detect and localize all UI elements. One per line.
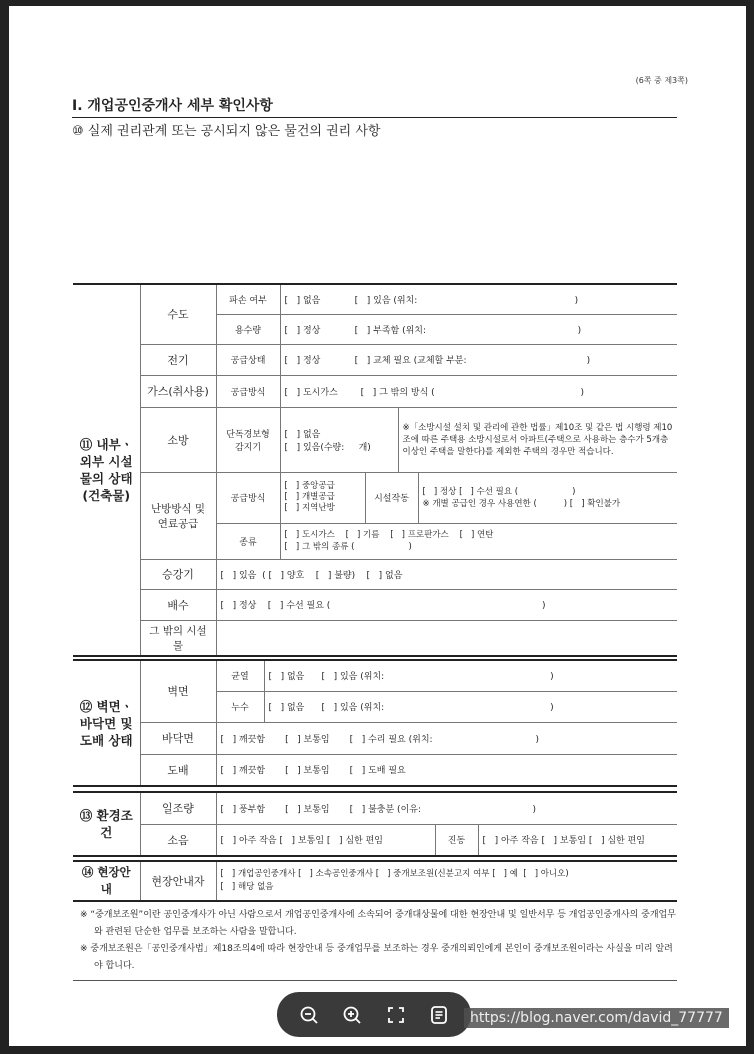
electric-supply-label: 공급상태 [216, 344, 280, 375]
heating-lifespan-note: ※ 개별 공급인 경우 사용연한 ( ) [ ] 확인불가 [422, 498, 621, 509]
fire-label: 소방 [140, 407, 216, 472]
heating-district: [ ] 지역난방 [284, 503, 335, 513]
guide-value [216, 861, 677, 901]
water-damage-label: 파손 여부 [216, 284, 280, 314]
heating-kind-other: [ ] 그 밖의 종류 ( ) [284, 542, 412, 552]
other-facility-value [216, 620, 677, 656]
zoom-in-button[interactable] [338, 1001, 366, 1029]
footnote-2: ※ 중개보조원은「공인중개사법」제18조의4에 따라 현장안내 등 중개업무를 보조하는 경우 중개의뢰인에게 본인이 중개보조원이라는 사실을 미리 알려야 합니다. [80, 944, 673, 971]
heating-supply-label: 공급방식 [216, 472, 280, 523]
heating-operation-value: [ ] 정상 [ ] 수선 필요 ( ) [422, 486, 576, 497]
water-quantity-value: [ ] 정상 [ ] 부족함 (위치: ) [280, 314, 677, 344]
wall-label: 벽면 [140, 660, 216, 722]
document-icon [429, 1005, 449, 1025]
leak-value: [ ] 없음 [ ] 있음 (위치: ) [264, 691, 677, 722]
heating-kind-value [280, 523, 677, 559]
crack-label: 균열 [216, 660, 264, 691]
water-label: 수도 [140, 284, 216, 344]
section13-heading: ⑬ 환경조건 [73, 792, 140, 856]
bottom-rule [73, 980, 677, 981]
water-quantity-label: 용수량 [216, 314, 280, 344]
fire-none: [ ] 없음 [284, 429, 321, 440]
section-subtitle: ⑩ 실제 권리관계 또는 공시되지 않은 물건의 권리 사항 [72, 124, 381, 139]
drain-value: [ ] 정상 [ ] 수선 필요 ( ) [216, 589, 677, 620]
footnote-1: ※ “중개보조원”이란 공인중개사가 아닌 사람으로서 개업공인중개사에 소속되어 중개대상물에 대한 현장안내 및 일반서무 등 개업공인중개사의 중개업무와 관련된 단순한 업무를 보조하는 사람을 말합니다. [80, 910, 676, 937]
heating-supply-value [280, 472, 677, 523]
water-damage-value: [ ] 없음 [ ] 있음 (위치: ) [280, 284, 677, 314]
vibration-value: [ ] 아주 작음 [ ] 보통임 [ ] 심한 편임 [478, 824, 677, 856]
fire-exists: [ ] 있음(수량: 개) [284, 442, 371, 453]
footnotes [80, 907, 678, 975]
heating-central: [ ] 중앙공급 [284, 481, 335, 491]
heating-kind-options: [ ] 도시가스 [ ] 기름 [ ] 프로판가스 [ ] 연탄 [284, 530, 494, 540]
wall-floor-table [73, 659, 677, 787]
page-number: (6쪽 중 제3쪽) [635, 76, 688, 85]
electric-value: [ ] 정상 [ ] 교체 필요 (교체할 부분: ) [280, 344, 677, 375]
heating-operation-label: 시설작동 [365, 473, 419, 523]
heating-individual: [ ] 개별공급 [284, 492, 335, 502]
sunlight-value: [ ] 풍부함 [ ] 보통임 [ ] 불충분 (이유: ) [216, 792, 677, 824]
drain-label: 배수 [140, 589, 216, 620]
blog-url-watermark: https://blog.naver.com/david_77777 [464, 1008, 729, 1028]
wallpaper-value: [ ] 깨끗함 [ ] 보통임 [ ] 도배 필요 [216, 754, 677, 786]
section14-heading: ⑭ 현장안내 [73, 861, 140, 901]
zoom-out-button[interactable] [295, 1001, 323, 1029]
zoom-out-icon [299, 1005, 319, 1025]
sunlight-label: 일조량 [140, 792, 216, 824]
floor-label: 바닥면 [140, 722, 216, 754]
crack-value: [ ] 없음 [ ] 있음 (위치: ) [264, 660, 677, 691]
gas-value: [ ] 도시가스 [ ] 그 밖의 방식 ( ) [280, 375, 677, 407]
vibration-label: 진동 [435, 824, 478, 856]
heating-kind-label: 종류 [216, 523, 280, 559]
zoom-in-icon [342, 1005, 362, 1025]
guide-label: 현장안내자 [140, 861, 216, 901]
gas-supply-label: 공급방식 [216, 375, 280, 407]
heating-label: 난방방식 및 연료공급 [140, 472, 216, 559]
leak-label: 누수 [216, 691, 264, 722]
section11-heading: ⑪ 내부ㆍ외부 시설물의 상태 (건축물) [73, 284, 140, 656]
elevator-label: 승강기 [140, 559, 216, 589]
fire-note: ※「소방시설 설치 및 관리에 관한 법률」제10조 및 같은 법 시행령 제10조에 따른 주택용 소방시설로서 아파트(주택으로 사용하는 층수가 5개층 이상인 주택을 말한다)를 제외한 주택의 경우만 적습니다. [398, 407, 677, 472]
viewer-toolbar [277, 992, 471, 1037]
elevator-value: [ ] 있음 ( [ ] 양호 [ ] 불량) [ ] 없음 [216, 559, 677, 589]
fullscreen-icon [386, 1005, 406, 1025]
section12-heading: ⑫ 벽면ㆍ바닥면 및 도배 상태 [73, 660, 140, 786]
noise-value: [ ] 아주 작음 [ ] 보통임 [ ] 심한 편임 [216, 824, 435, 856]
wallpaper-label: 도배 [140, 754, 216, 786]
site-guide-table [73, 860, 677, 902]
guide-none: [ ] 해당 없음 [220, 882, 274, 892]
section-title: Ⅰ. 개업공인중개사 세부 확인사항 [72, 95, 677, 118]
environment-table [73, 791, 677, 857]
fire-detector-label: 단독경보형 감지기 [216, 407, 280, 472]
noise-label: 소음 [140, 824, 216, 856]
fire-detector-value [280, 407, 398, 472]
floor-value: [ ] 깨끗함 [ ] 보통임 [ ] 수리 필요 (위치: ) [216, 722, 677, 754]
electric-label: 전기 [140, 344, 216, 375]
document-button[interactable] [425, 1001, 453, 1029]
facility-status-table [73, 283, 677, 657]
fullscreen-button[interactable] [382, 1001, 410, 1029]
gas-label: 가스(취사용) [140, 375, 216, 407]
guide-options: [ ] 개업공인중개사 [ ] 소속공인중개사 [ ] 중개보조원(신분고지 여부 [ ] 예 [ ] 아니오) [220, 869, 569, 879]
other-facility-label: 그 밖의 시설물 [140, 620, 216, 656]
